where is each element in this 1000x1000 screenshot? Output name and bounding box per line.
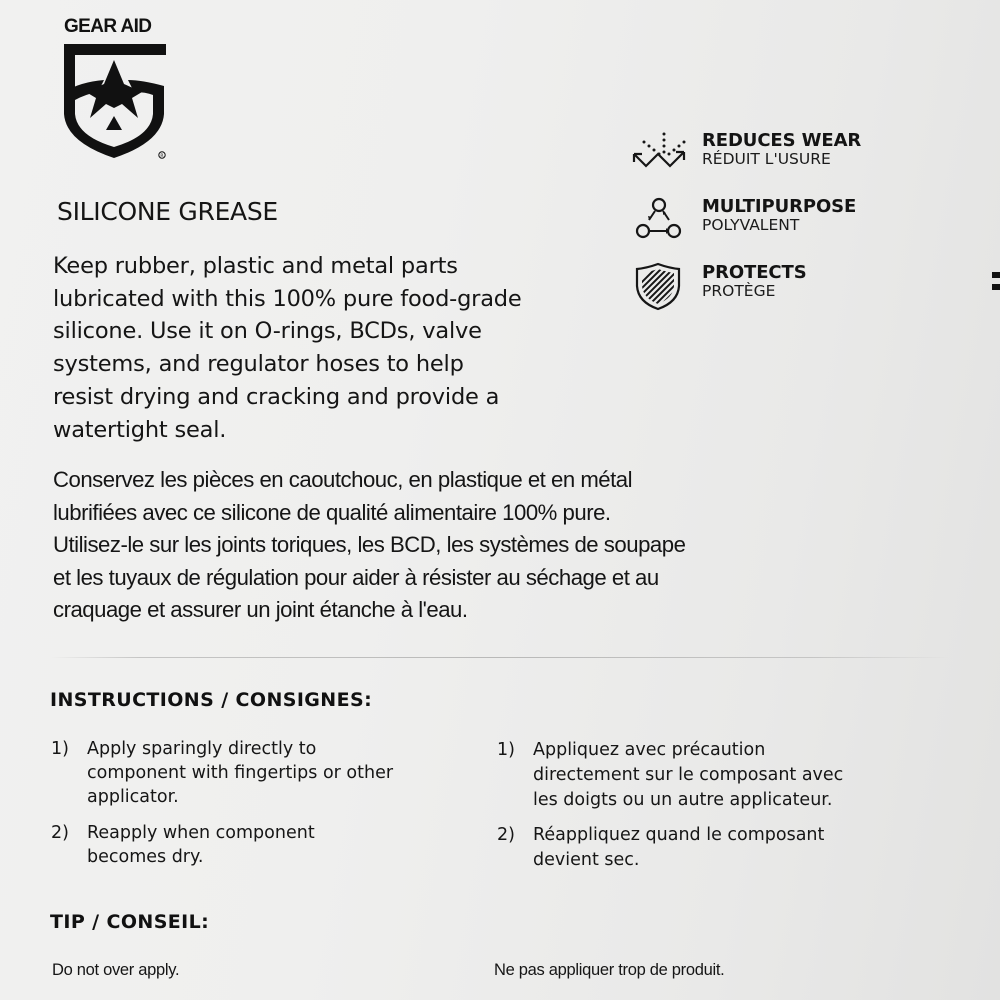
step-number: 2)	[497, 825, 515, 845]
multipurpose-icon	[632, 196, 688, 246]
reduces-wear-icon	[632, 130, 688, 180]
description-line: Conservez les pièces en caoutchouc, en plastique et en métal	[53, 467, 633, 492]
step-number: 1)	[497, 740, 515, 760]
step-text: becomes dry.	[87, 847, 204, 867]
instruction-step-en-1	[51, 737, 471, 812]
instruction-step-en-2	[51, 821, 471, 871]
tip-heading: TIP / CONSEIL:	[50, 911, 210, 933]
feature-label: MULTIPURPOSE	[702, 196, 857, 217]
description-line: Keep rubber, plastic and metal parts	[53, 253, 458, 279]
step-text: Réappliquez quand le composant	[533, 825, 825, 845]
instructions-heading: INSTRUCTIONS / CONSIGNES:	[50, 689, 373, 711]
edge-mark	[992, 272, 1000, 278]
tip-text-fr: Ne pas appliquer trop de produit.	[494, 961, 725, 979]
description-line: et les tuyaux de régulation pour aider à résister au séchage et au	[53, 564, 659, 590]
feature-label: REDUCES WEAR	[702, 130, 862, 151]
description-line: silicone. Use it on O-rings, BCDs, valve	[53, 318, 482, 345]
feature-multipurpose	[632, 196, 932, 256]
step-text: devient sec.	[533, 850, 640, 870]
description-line: resist drying and cracking and provide a	[53, 383, 500, 410]
step-text: component with fingertips or other	[87, 763, 394, 783]
step-text: directement sur le composant avec	[533, 765, 844, 785]
feature-label-fr: PROTÈGE	[702, 282, 776, 300]
instruction-step-fr-1	[497, 738, 917, 813]
feature-label: PROTECTS	[702, 262, 807, 283]
description-line: craquage et assurer un joint étanche à l'eau.	[53, 597, 468, 623]
description-line: watertight seal.	[53, 416, 227, 443]
instruction-step-fr-2	[497, 823, 917, 873]
description-line: lubrifiées avec ce silicone de qualité alimentaire 100% pure.	[53, 499, 611, 525]
svg-text:R: R	[160, 153, 164, 159]
product-title: SILICONE GREASE	[57, 197, 278, 226]
feature-reduces-wear	[632, 130, 932, 190]
step-text: les doigts ou un autre applicateur.	[533, 790, 833, 810]
tip-text-en: Do not over apply.	[52, 961, 180, 979]
step-text: Apply sparingly directly to	[87, 739, 317, 759]
feature-protects	[632, 262, 932, 322]
description-french	[53, 464, 940, 627]
section-divider	[50, 657, 950, 658]
description-line: lubricated with this 100% pure food-grade	[53, 285, 522, 312]
feature-label-fr: POLYVALENT	[702, 216, 800, 234]
step-text: applicator.	[87, 787, 179, 807]
step-text: Appliquez avec précaution	[533, 740, 766, 760]
step-number: 2)	[51, 823, 69, 843]
feature-label-fr: RÉDUIT L'USURE	[702, 150, 831, 168]
description-line: systems, and regulator hoses to help	[53, 351, 464, 378]
description-english	[53, 250, 613, 446]
edge-mark	[992, 284, 1000, 290]
gear-aid-logo-icon	[62, 42, 172, 162]
step-text: Reapply when component	[87, 823, 315, 843]
step-number: 1)	[51, 739, 69, 759]
shield-icon	[632, 262, 688, 312]
brand-name: GEAR AID	[64, 16, 152, 37]
description-line: Utilisez-le sur les joints toriques, les BCD, les systèmes de soupape	[53, 532, 686, 558]
